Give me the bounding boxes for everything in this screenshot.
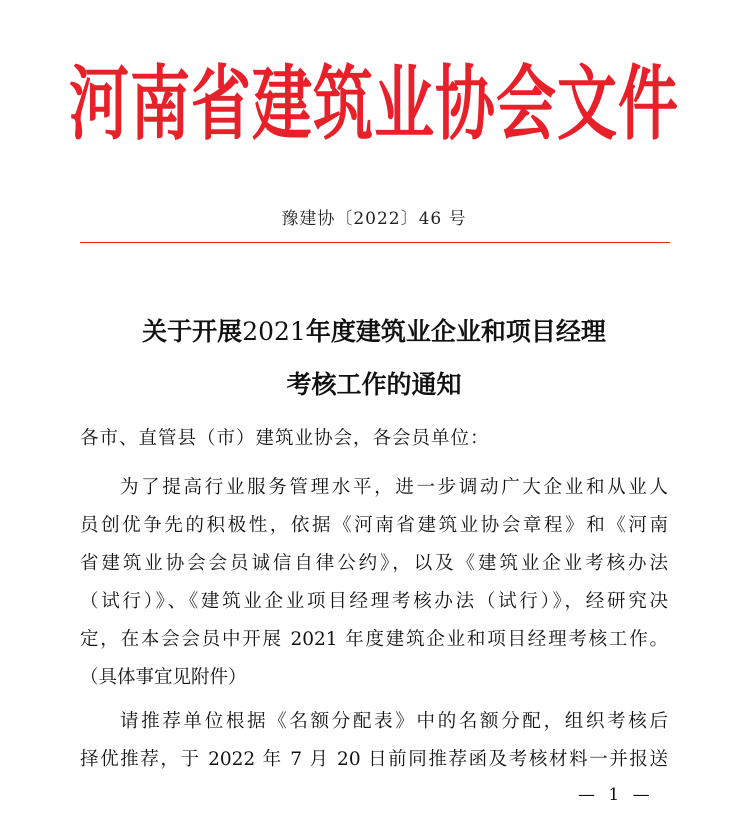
paragraph-2-line-1: 请推荐单位根据《名额分配表》中的名额分配，组织考核后 bbox=[120, 711, 668, 732]
paragraph-2-line-2: 择优推荐，于 2022 年 7 月 20 日前同推荐函及考核材料一并报送 bbox=[80, 749, 668, 770]
salutation: 各市、直管县（市）建筑业协会，各会员单位： bbox=[80, 428, 490, 449]
document-number: 豫建协〔2022〕46 号 bbox=[281, 209, 467, 229]
notice-title-line-1 bbox=[0, 312, 748, 348]
paragraph-1-line-5: 定，在本会会员中开展 2021 年度建筑企业和项目经理考核工作。 bbox=[80, 629, 668, 650]
paragraph-1-line-4: （试行）》、《建筑业企业项目经理考核办法（试行）》，经研究决 bbox=[80, 591, 668, 612]
title-suffix: 年度建筑业企业和项目经理 bbox=[305, 317, 606, 346]
paragraph-1-line-1: 为了提高行业服务管理水平，进一步调动广大企业和从业人 bbox=[120, 477, 668, 498]
title-prefix: 关于开展 bbox=[142, 317, 243, 346]
paragraph-1-line-6: （具体事宜见附件） bbox=[80, 667, 247, 688]
title-year: 2021 bbox=[242, 317, 306, 346]
paragraph-1-line-2: 员创优争先的积极性，依据《河南省建筑业协会章程》和《河南 bbox=[80, 515, 668, 536]
page-number: — 1 — bbox=[578, 785, 654, 805]
paragraph-1-line-3: 省建筑业协会会员诚信自律公约》，以及《建筑业企业考核办法 bbox=[80, 553, 668, 574]
notice-title-line-2: 考核工作的通知 bbox=[286, 370, 462, 399]
masthead-title: 河南省建筑业协会文件 bbox=[69, 57, 679, 153]
red-divider-line bbox=[80, 242, 670, 243]
